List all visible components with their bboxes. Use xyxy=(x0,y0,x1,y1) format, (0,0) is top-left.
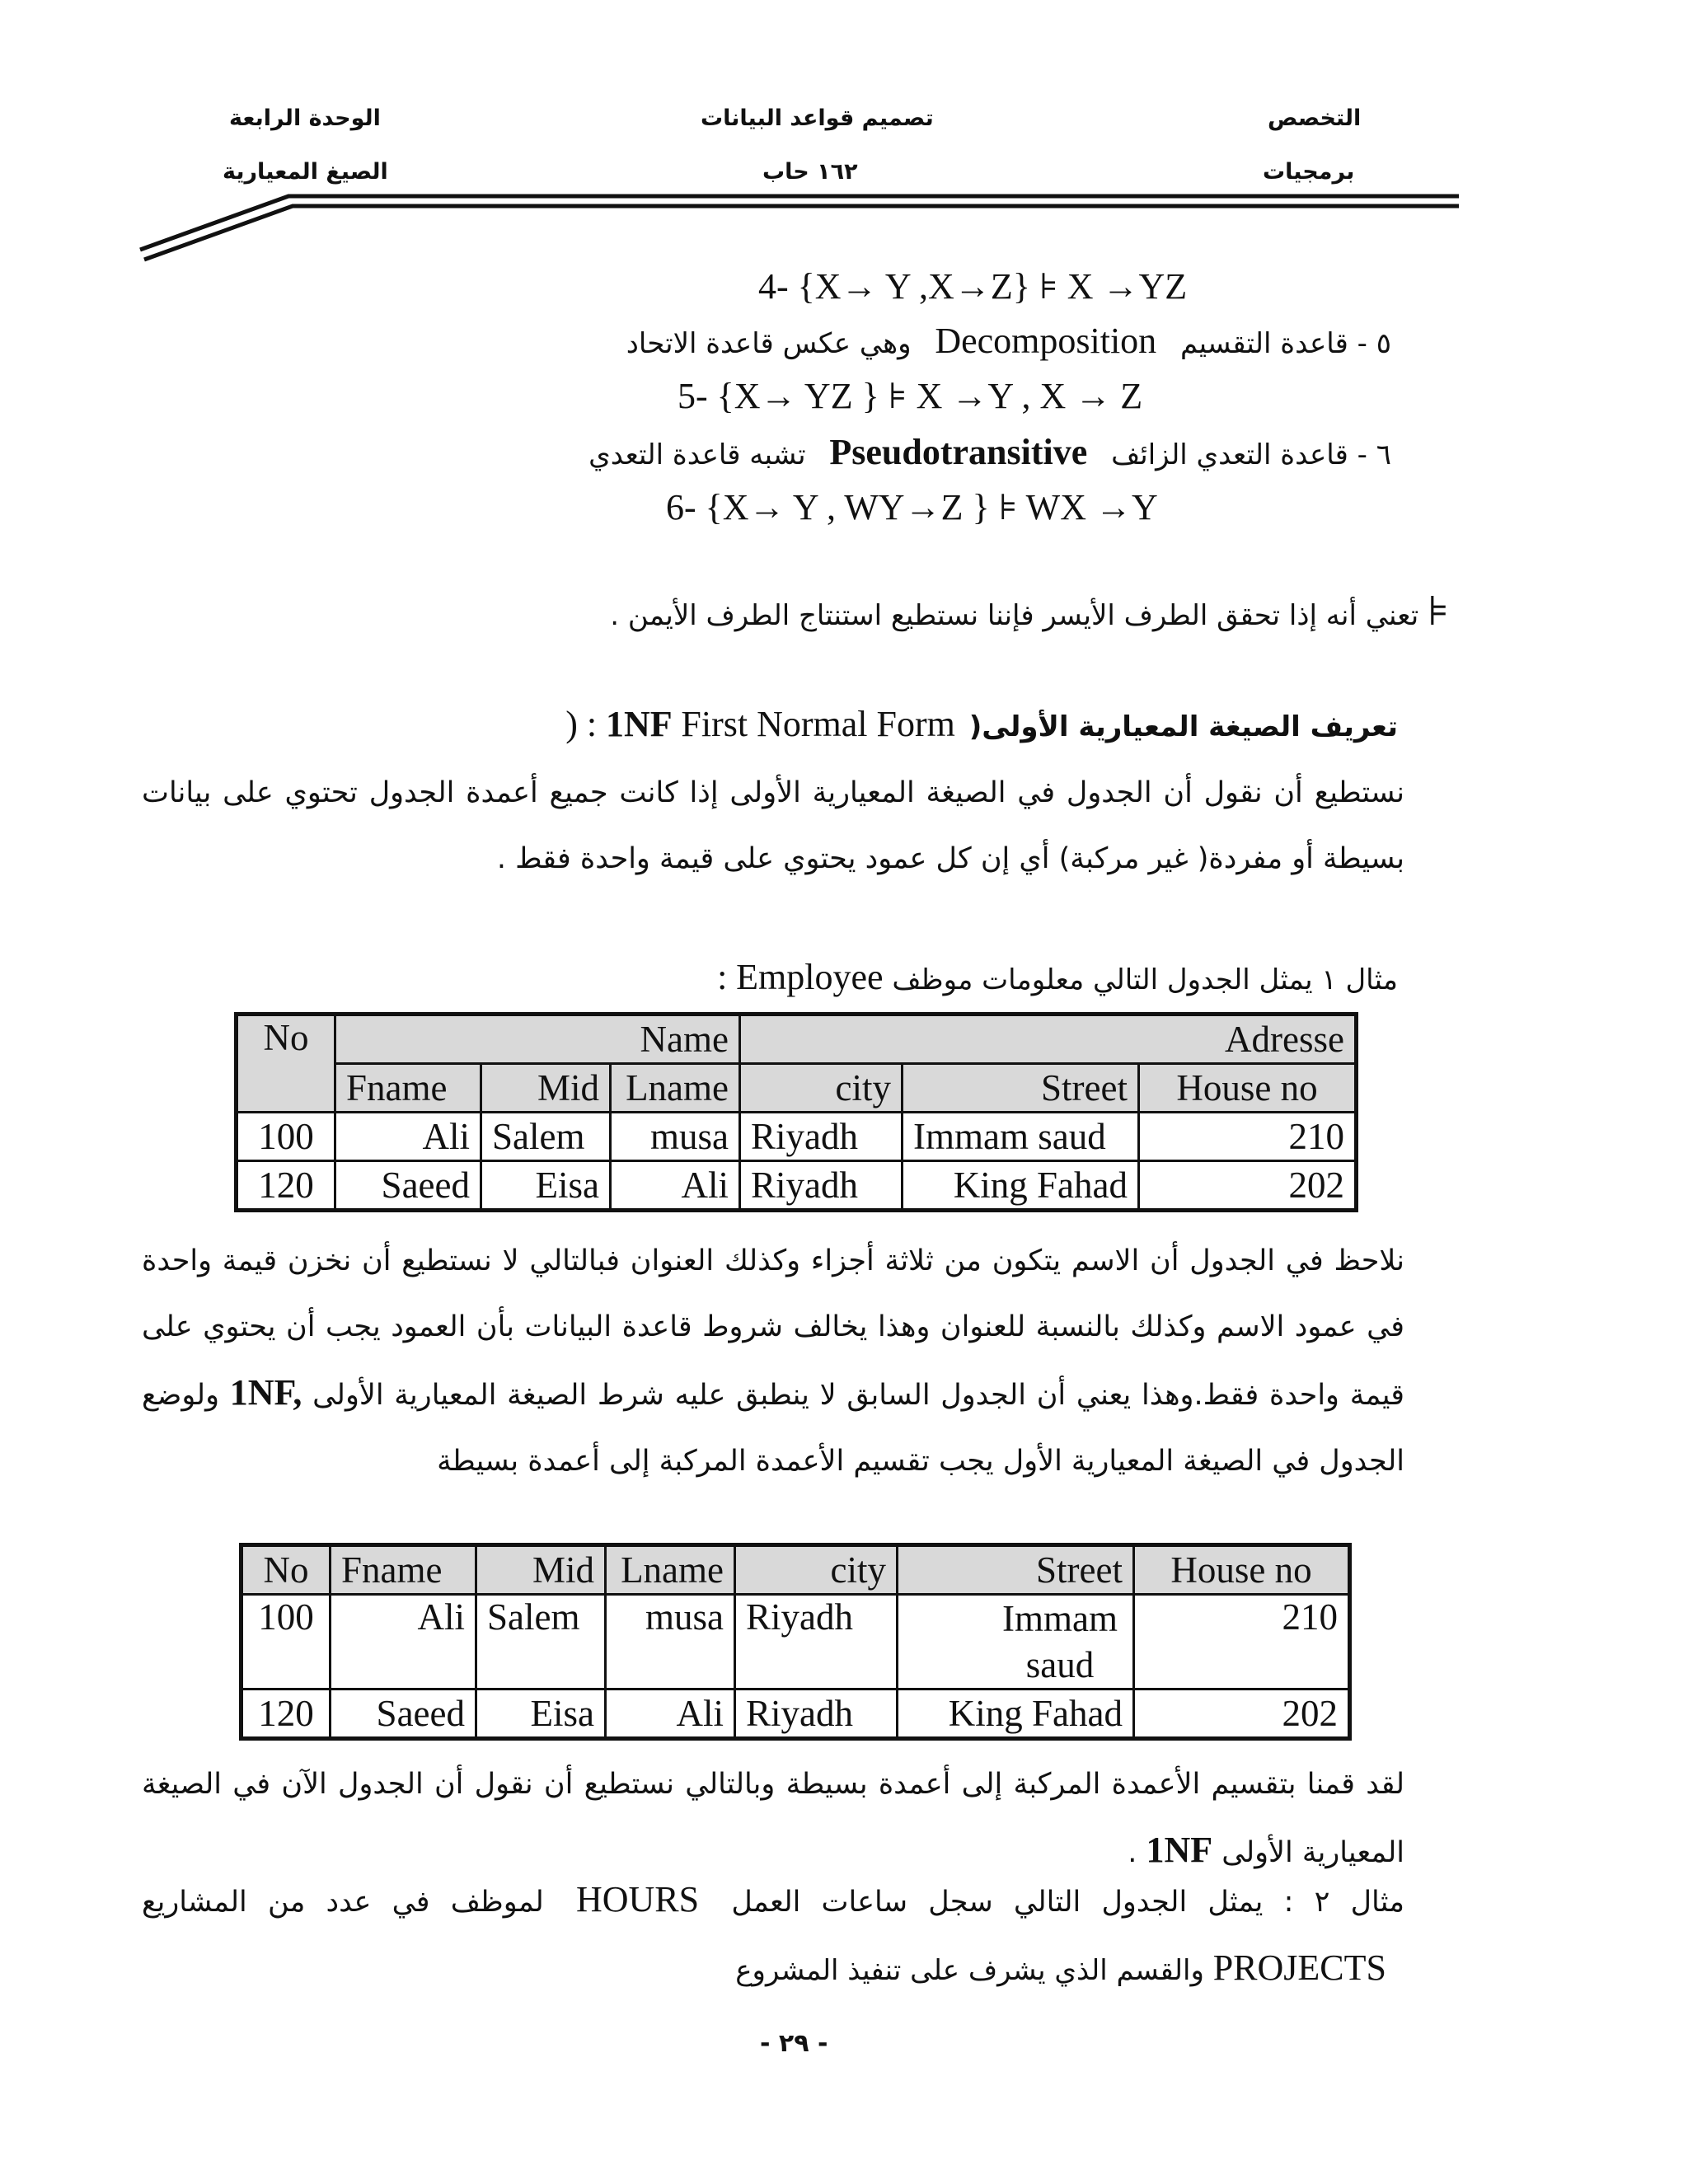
header-cell: Adresse xyxy=(740,1015,1357,1064)
header-cell: No xyxy=(241,1545,331,1595)
example2-line-1 xyxy=(142,1867,1404,1935)
header-course: تصميم قواعد البيانات xyxy=(701,105,934,131)
table-cell: Saeed xyxy=(335,1161,481,1211)
header-cell: Lname xyxy=(611,1064,740,1113)
table-cell: 202 xyxy=(1139,1161,1357,1211)
example1-intro xyxy=(717,956,1398,998)
header-unit: الوحدة الرابعة xyxy=(229,105,381,131)
table-cell: Salem xyxy=(476,1595,606,1690)
header-cell: Mid xyxy=(481,1064,611,1113)
header-cell: city xyxy=(735,1545,898,1595)
table-cell: 210 xyxy=(1134,1595,1350,1690)
employee-table-nested xyxy=(234,1012,1358,1212)
rule-6-label: ٦ - قاعدة التعدي الزائف xyxy=(1111,438,1391,471)
example2-line-2 xyxy=(735,1947,1386,1989)
observation-text-1: نلاحظ في الجدول أن الاسم يتكون من ثلاثة أجزاء وكذلك العنوان فبالتالي لا نستطيع أن نخزن قيمة واحدة في عمود الاسم وكذلك بالنسبة للعنوان وهذا يخالف شروط قاعدة البيانات بأن العمود يجب أن يحتوي على قيمة واحدة فقط.وهذا يعني أن الجدول السابق لا ينطبق عليه شرط الصيغة المعيارية الأولى xyxy=(142,1244,1404,1412)
rule-5-description: وهي عكس قاعدة الاتحاد xyxy=(626,327,912,360)
header-cell: Fname xyxy=(331,1545,476,1595)
example1-intro-en: Employee xyxy=(736,957,884,997)
rule-4-formula: 4- {X→ Y ,X→Z} ⊧ X →YZ xyxy=(758,266,1188,307)
example1-intro-ar: مثال ١ يمثل الجدول التالي معلومات موظف xyxy=(892,963,1398,996)
header-cell: Mid xyxy=(476,1545,606,1595)
conclusion-text: لقد قمنا بتقسيم الأعمدة المركبة إلى أعمدة بسيطة وبالتالي نستطيع أن نقول أن الجدول الآن في الصيغة المعيارية الأولى xyxy=(142,1768,1404,1869)
table-cell: Ali xyxy=(606,1690,735,1739)
rule-5-formula: 5- {X→ YZ } ⊧ X →Y , X → Z xyxy=(678,376,1143,416)
definition-title-en: First Normal Form xyxy=(681,704,955,744)
observation-text-2: ولوضع الجدول في الصيغة المعيارية الأول يجب تقسيم الأعمدة المركبة إلى أعمدة بسيطة xyxy=(142,1379,1404,1478)
rule-6-formula: 6- {X→ Y , WY→Z } ⊧ WX →Y xyxy=(666,487,1158,527)
definition-title-ar: تعريف الصيغة المعيارية الأولى( xyxy=(968,710,1398,743)
rule-5-line xyxy=(626,320,1391,362)
table-row xyxy=(241,1690,1350,1739)
table-cell: 120 xyxy=(237,1161,335,1211)
table-cell: Ali xyxy=(611,1161,740,1211)
entails-note xyxy=(610,587,1449,635)
table-cell: King Fahad xyxy=(903,1161,1139,1211)
definition-body: نستطيع أن نقول أن الجدول في الصيغة المعيارية الأولى إذا كانت جميع أعمدة الجدول تحتوي على بيانات بسيطة أو مفردة( غير مركبة) أي إن كل عمود يحتوي على قيمة واحدة فقط . xyxy=(142,776,1404,875)
header-course-code: ١٦٢ حاب xyxy=(762,159,858,185)
header-major: التخصص xyxy=(1268,105,1362,131)
table-cell: King Fahad xyxy=(898,1690,1134,1739)
header-cell: Name xyxy=(335,1015,740,1064)
header-cell: Street xyxy=(903,1064,1139,1113)
table-row xyxy=(237,1064,1357,1113)
table-cell: musa xyxy=(606,1595,735,1690)
table-cell: Riyadh xyxy=(735,1595,898,1690)
header-major-name: برمجيات xyxy=(1263,159,1355,185)
table-cell: Riyadh xyxy=(735,1690,898,1739)
header-cell: Fname xyxy=(335,1064,481,1113)
example2-text-a: مثال ٢ : يمثل الجدول التالي سجل ساعات العمل xyxy=(731,1886,1405,1919)
rule-6-term: Pseudotransitive xyxy=(829,432,1088,472)
table-cell: 100 xyxy=(237,1113,335,1161)
header-cell: No xyxy=(237,1015,335,1113)
table-row xyxy=(237,1161,1357,1211)
table-cell: Riyadh xyxy=(740,1113,903,1161)
conclusion-end: . xyxy=(1128,1836,1137,1869)
observation-abbr: 1NF, xyxy=(229,1372,302,1413)
table-cell: Eisa xyxy=(481,1161,611,1211)
table-row xyxy=(241,1545,1350,1595)
example2-text-b: لموظف في عدد من المشاريع xyxy=(142,1886,544,1919)
example2-hours: HOURS xyxy=(575,1879,700,1919)
conclusion-abbr: 1NF xyxy=(1146,1830,1213,1870)
rule-5-label: ٥ - قاعدة التقسيم xyxy=(1180,327,1391,360)
observation-paragraph xyxy=(142,1228,1404,1494)
conclusion-paragraph xyxy=(142,1751,1404,1886)
table-cell: Riyadh xyxy=(740,1161,903,1211)
rule-6-description: تشبه قاعدة التعدي xyxy=(588,438,806,471)
table-cell: 100 xyxy=(241,1595,331,1690)
definition-title-abbr: 1NF xyxy=(605,704,673,744)
example1-intro-end: : xyxy=(717,957,728,997)
employee-table-1nf xyxy=(239,1543,1352,1741)
table-row xyxy=(237,1015,1357,1064)
table-row xyxy=(237,1113,1357,1161)
header-cell: House no xyxy=(1134,1545,1350,1595)
table-cell: Immam saud xyxy=(903,1113,1139,1161)
table-cell: Eisa xyxy=(476,1690,606,1739)
page-number: - ٢٩ - xyxy=(760,2029,828,2058)
header-divider xyxy=(0,0,1688,272)
example2-text-c: والقسم الذي يشرف على تنفيذ المشروع xyxy=(735,1954,1204,1987)
table-cell: 202 xyxy=(1134,1690,1350,1739)
table-cell: Salem xyxy=(481,1113,611,1161)
table-cell: 120 xyxy=(241,1690,331,1739)
rule-6-line xyxy=(588,431,1391,473)
example2-projects: PROJECTS xyxy=(1212,1947,1386,1988)
header-unit-subtitle: الصيغ المعيارية xyxy=(223,159,388,185)
table-cell: Ali xyxy=(331,1595,476,1690)
table-row xyxy=(241,1595,1350,1690)
table-cell: Ali xyxy=(335,1113,481,1161)
header-cell: city xyxy=(740,1064,903,1113)
table-cell: Immam saud xyxy=(898,1595,1134,1690)
header-cell: Street xyxy=(898,1545,1134,1595)
header-cell: Lname xyxy=(606,1545,735,1595)
rule-5-term: Decomposition xyxy=(935,321,1157,361)
entails-symbol: ⊧ xyxy=(1427,588,1449,634)
table-cell: 210 xyxy=(1139,1113,1357,1161)
definition-title xyxy=(565,703,1398,745)
definition-title-end: ) : xyxy=(565,704,598,744)
table-cell: musa xyxy=(611,1113,740,1161)
header-cell: House no xyxy=(1139,1064,1357,1113)
entails-note-text: تعني أنه إذا تحقق الطرف الأيسر فإننا نستطيع استنتاج الطرف الأيمن . xyxy=(610,599,1419,632)
table-cell: Saeed xyxy=(331,1690,476,1739)
